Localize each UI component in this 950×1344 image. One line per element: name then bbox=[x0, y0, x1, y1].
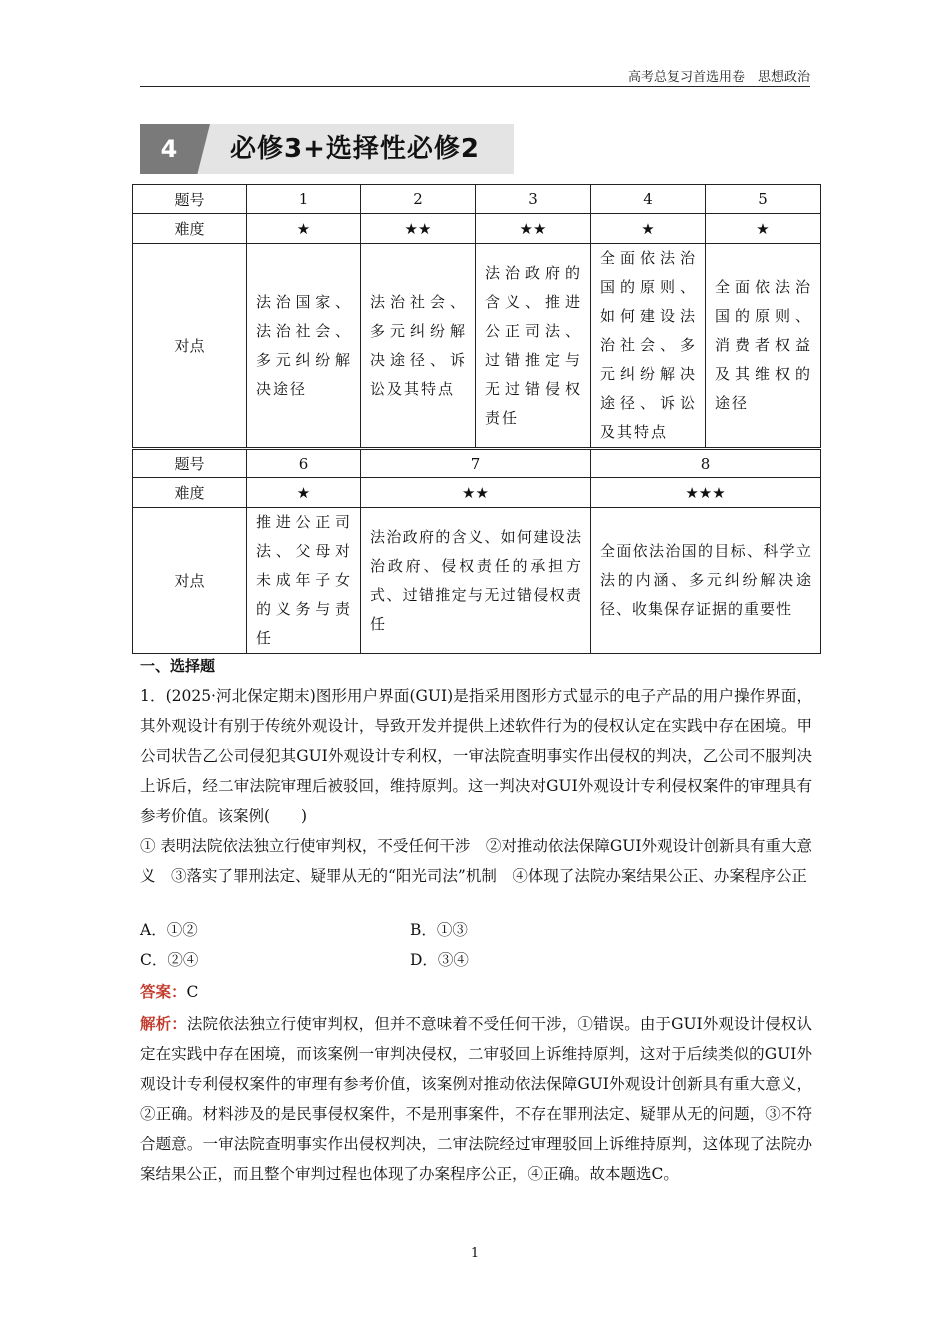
difficulty-stars: ★ bbox=[247, 214, 361, 244]
question-number: 3 bbox=[476, 185, 591, 214]
difficulty-stars: ★★ bbox=[361, 214, 476, 244]
table-row bbox=[133, 244, 821, 449]
chapter-banner bbox=[140, 124, 514, 174]
header-rule bbox=[140, 86, 810, 87]
knowledge-point: 法治社会、多元纠纷解决途径、诉讼及其特点 bbox=[370, 292, 467, 398]
section-title: 一、选择题 bbox=[140, 657, 216, 675]
difficulty-stars: ★ bbox=[706, 214, 821, 244]
question-number: 7 bbox=[361, 449, 591, 478]
table-row bbox=[133, 185, 821, 214]
option-a: A．①② bbox=[140, 921, 198, 939]
knowledge-point: 全面依法治国的原则、消费者权益及其维权的途径 bbox=[715, 278, 812, 412]
question-stem: 1．(2025·河北保定期末)图形用户界面(GUI)是指采用图形方式显示的电子产品的用户操作界面，其外观设计有别于传统外观设计，导致开发并提供上述软件行为的侵权认定在实践中存在困境。甲公司状告乙公司侵犯其GUI外观设计专利权，一审法院查明事实作出侵权的判决，乙公司不服判决上诉后，经二审法院审理后被驳回，维持原判。这一判决对GUI外观设计专利侵权案件的审理具有参考价值。该案例( ) bbox=[140, 687, 812, 825]
label-knowledge-point: 对点 bbox=[133, 508, 247, 654]
chapter-number: 4 bbox=[160, 135, 178, 163]
knowledge-point: 全面依法治国的原则、如何建设法治社会、多元纠纷解决途径、诉讼及其特点 bbox=[600, 249, 697, 441]
table-row bbox=[133, 214, 821, 244]
table-row bbox=[133, 508, 821, 654]
difficulty-stars: ★★★ bbox=[591, 478, 821, 508]
answer-line bbox=[140, 977, 812, 1007]
difficulty-stars: ★★ bbox=[361, 478, 591, 508]
analysis-paragraph bbox=[140, 1009, 812, 1189]
difficulty-stars: ★ bbox=[247, 478, 361, 508]
label-question-number: 题号 bbox=[133, 449, 247, 478]
knowledge-point: 法治国家、法治社会、多元纠纷解决途径 bbox=[256, 292, 352, 398]
difficulty-stars: ★★ bbox=[476, 214, 591, 244]
page-number: 1 bbox=[470, 1246, 480, 1261]
table-row bbox=[133, 449, 821, 478]
running-header: 高考总复习首选用卷 思想政治 bbox=[627, 70, 810, 85]
difficulty-table bbox=[132, 184, 821, 654]
analysis-label: 解析： bbox=[140, 1015, 187, 1033]
table-row bbox=[133, 478, 821, 508]
option-b: B．①③ bbox=[410, 921, 468, 939]
label-knowledge-point: 对点 bbox=[133, 244, 247, 449]
question-number: 5 bbox=[706, 185, 821, 214]
option-c: C．②④ bbox=[140, 951, 199, 969]
question-number: 4 bbox=[591, 185, 706, 214]
analysis-text: 法院依法独立行使审判权，但并不意味着不受任何干涉，①错误。由于GUI外观设计侵权认定在实践中存在困境，而该案例一审判决侵权，二审驳回上诉维持原判，这对于后续类似的GUI外观设计专利侵权案件的审理有参考价值，该案例对推动依法保障GUI外观设计创新具有重大意义，②正确。材料涉及的是民事侵权案件，不是刑事案件，不存在罪刑法定、疑罪从无的问题，③不符合题意。一审法院查明事实作出侵权判决，二审法院经过审理驳回上诉维持原判，这体现了法院办案结果公正，而且整个审判过程也体现了办案程序公正，④正确。故本题选C。 bbox=[140, 1015, 812, 1183]
question-statements: ① 表明法院依法独立行使审判权，不受任何干涉 ②对推动依法保障GUI外观设计创新具有重大意义 ③落实了罪刑法定、疑罪从无的“阳光司法”机制 ④体现了法院办案结果公正、办案程序公正 bbox=[140, 837, 812, 885]
label-difficulty: 难度 bbox=[133, 478, 247, 508]
answer-value: C bbox=[186, 983, 199, 1001]
knowledge-point: 法治政府的含义、如何建设法治政府、侵权责任的承担方式、过错推定与无过错侵权责任 bbox=[370, 527, 582, 633]
difficulty-stars: ★ bbox=[591, 214, 706, 244]
knowledge-point: 全面依法治国的目标、科学立法的内涵、多元纠纷解决途径、收集保存证据的重要性 bbox=[600, 542, 812, 618]
question-number: 2 bbox=[361, 185, 476, 214]
knowledge-point: 法治政府的含义、推进公正司法、过错推定与无过错侵权责任 bbox=[485, 263, 582, 427]
answer-label: 答案： bbox=[140, 983, 187, 1001]
label-difficulty: 难度 bbox=[133, 214, 247, 244]
chapter-title: 必修3+选择性必修2 bbox=[230, 134, 480, 164]
label-question-number: 题号 bbox=[133, 185, 247, 214]
option-d: D．③④ bbox=[410, 951, 469, 969]
question-number: 8 bbox=[591, 449, 821, 478]
question-number: 1 bbox=[247, 185, 361, 214]
question-number: 6 bbox=[247, 449, 361, 478]
knowledge-point: 推进公正司法、父母对未成年子女的义务与责任 bbox=[256, 513, 352, 647]
